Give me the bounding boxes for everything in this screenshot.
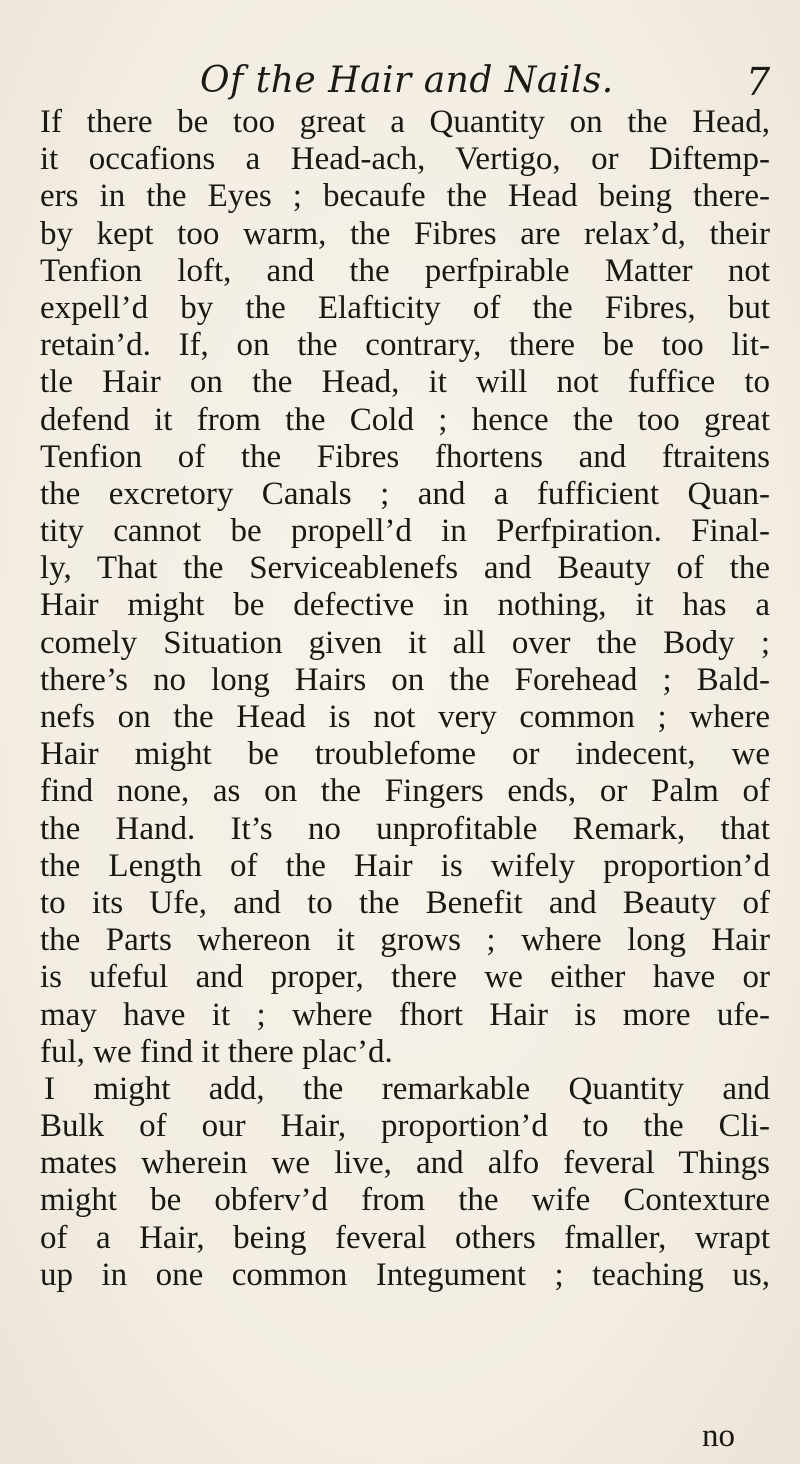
text-line: up in one common Integument ; teaching us, <box>40 1256 770 1293</box>
text-line: Bulk of our Hair, proportion’d to the Cli- <box>40 1108 770 1145</box>
text-line: defend it from the Cold ; hence the too great <box>40 401 770 438</box>
text-line: Tenfion of the Fibres fhortens and ftraitens <box>40 438 770 475</box>
text-line: Hair might be troublefome or indecent, we <box>40 736 770 773</box>
text-line: is ufeful and proper, there we either have or <box>40 959 770 996</box>
text-line: the Parts whereon it grows ; where long Hair <box>40 922 770 959</box>
text-line: the Hand. It’s no unprofitable Remark, that <box>40 810 770 847</box>
text-line: find none, as on the Fingers ends, or Palm of <box>40 773 770 810</box>
text-line: to its Ufe, and to the Benefit and Beauty of <box>40 884 770 921</box>
running-head: Of the Hair and Nails. <box>200 60 614 101</box>
text-line: Hair might be defective in nothing, it has a <box>40 587 770 624</box>
text-line: comely Situation given it all over the Body ; <box>40 624 770 661</box>
text-line: it occafions a Head-ach, Vertigo, or Diftemp- <box>40 141 770 178</box>
text-line: might be obferv’d from the wife Contexture <box>40 1182 770 1219</box>
text-line: Tenfion loft, and the perfpirable Matter not <box>40 252 770 289</box>
text-line: of a Hair, being feveral others fmaller, wrapt <box>40 1219 770 1256</box>
text-line: mates wherein we live, and alfo feveral Things <box>40 1145 770 1182</box>
page-header <box>0 60 800 108</box>
text-line: tle Hair on the Head, it will not fuffice to <box>40 364 770 401</box>
text-line: ers in the Eyes ; becaufe the Head being there- <box>40 178 770 215</box>
text-line: tity cannot be propell’d in Perfpiration. Final- <box>40 513 770 550</box>
text-line: expell’d by the Elafticity of the Fibres, but <box>40 289 770 326</box>
text-line: ful, we find it there plac’d. <box>40 1033 393 1070</box>
text-line: If there be too great a Quantity on the Head, <box>40 104 770 140</box>
text-line: the Length of the Hair is wifely proportion’d <box>40 847 770 884</box>
text-line: ly, That the Serviceablenefs and Beauty of the <box>40 550 770 587</box>
text-line: by kept too warm, the Fibres are relax’d, their <box>40 215 770 252</box>
text-line: nefs on the Head is not very common ; where <box>40 699 770 735</box>
text-line: the excretory Canals ; and a fufficient Quan- <box>40 475 770 512</box>
catchword: no <box>702 1418 735 1454</box>
text-line: retain’d. If, on the contrary, there be too lit- <box>40 327 770 364</box>
text-line: may have it ; where fhort Hair is more ufe- <box>40 996 770 1033</box>
text-line: there’s no long Hairs on the Forehead ; Bald- <box>40 661 770 698</box>
text-line: I might add, the remarkable Quantity and <box>44 1070 770 1107</box>
body-text <box>40 104 770 1294</box>
page-number: 7 <box>746 60 771 104</box>
